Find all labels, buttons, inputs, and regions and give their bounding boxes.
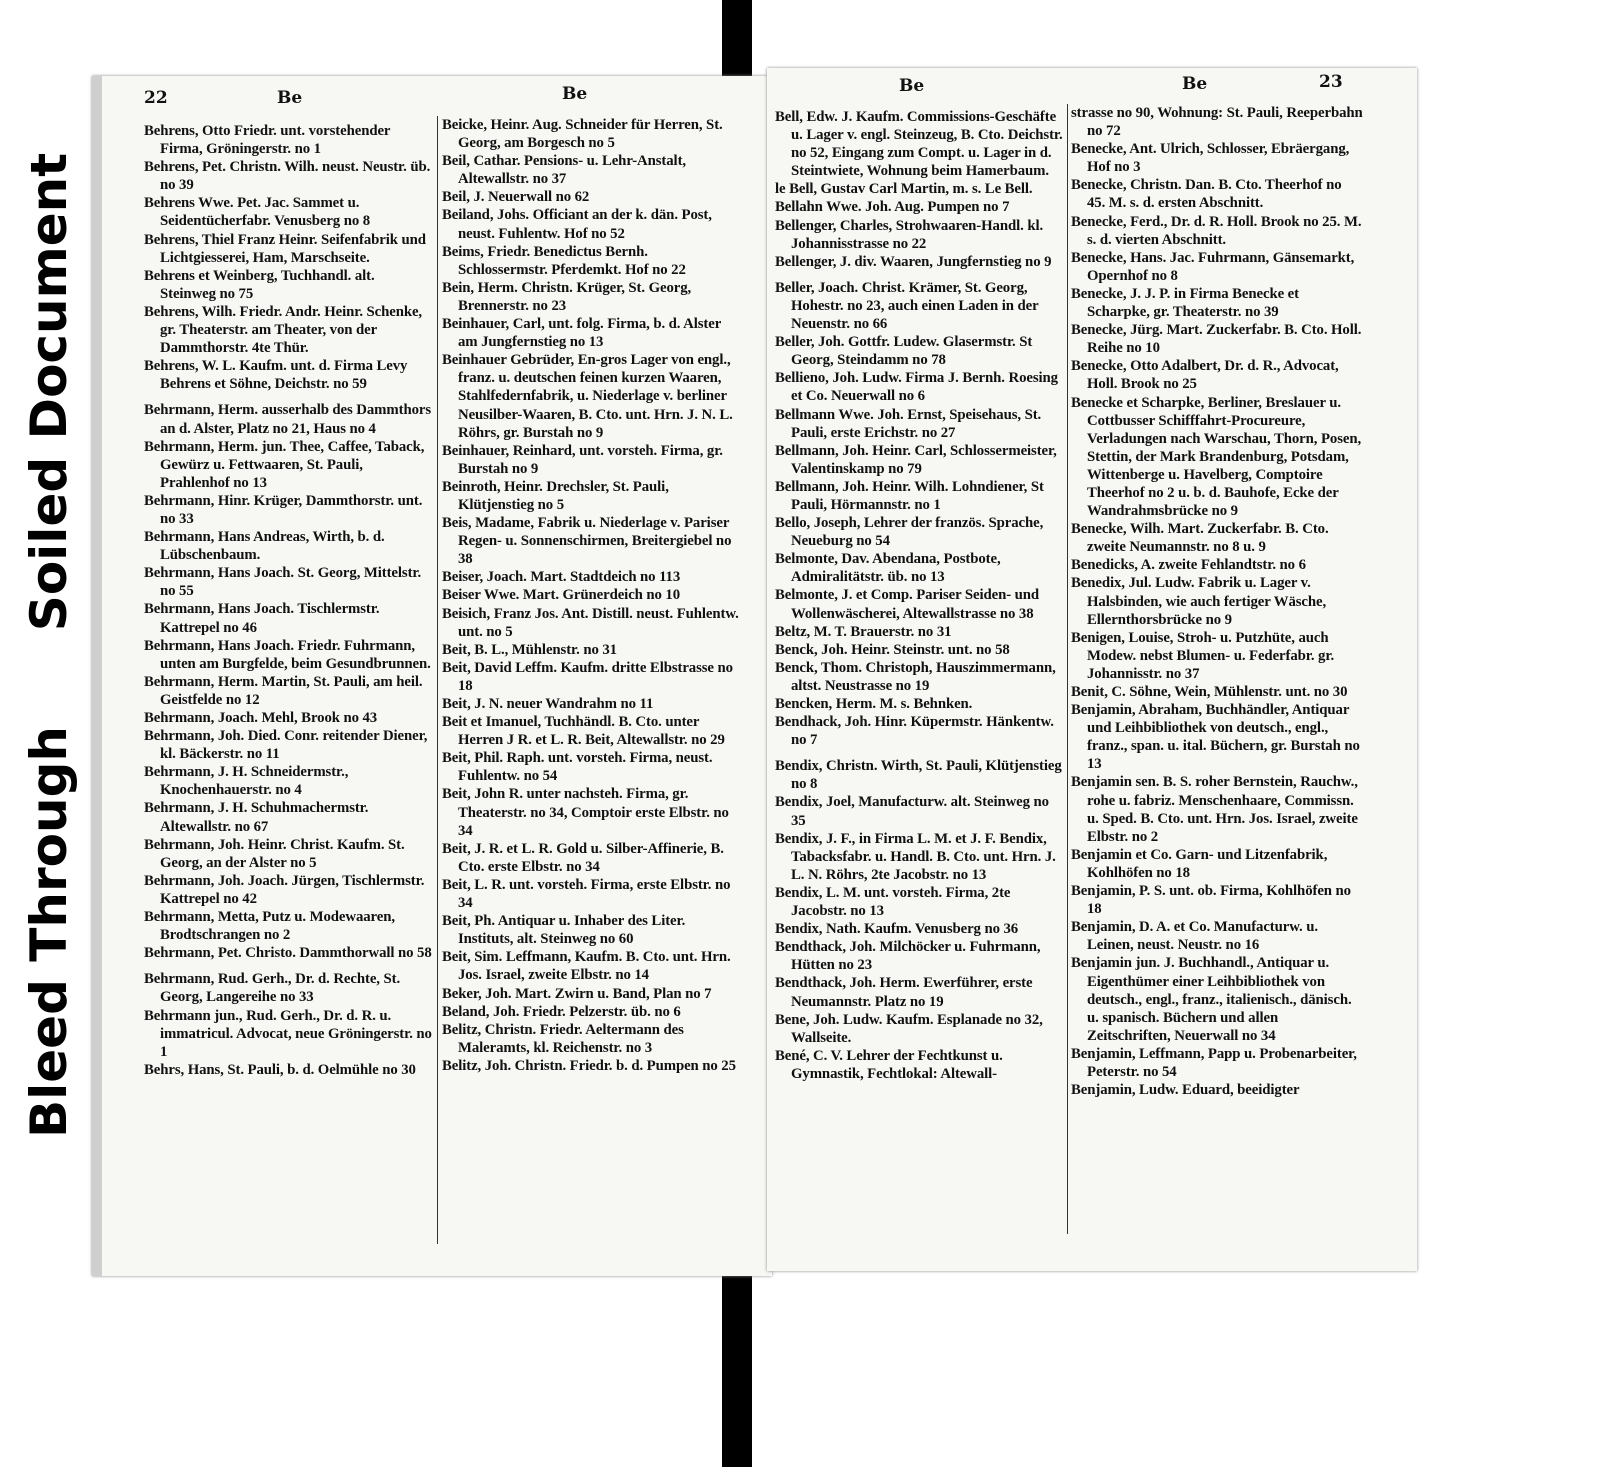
- right-page: [767, 68, 1417, 1271]
- directory-entry: Behrens, Otto Friedr. unt. vorstehender Firma, Gröningerstr. no 1: [144, 123, 391, 158]
- directory-entry: Benjamin sen. B. S. roher Bernstein, Rauchw., rohe u. fabriz. Menschenhaare, Commissn. u. Sped. B. Cto. unt. Hrn. Jos. Israel, zweite Elbstr. no 2: [1071, 774, 1358, 845]
- directory-entry: Benjamin, Ludw. Eduard, beeidigter: [1071, 1082, 1300, 1099]
- directory-entry: Benecke, Otto Adalbert, Dr. d. R., Advocat, Holl. Brook no 25: [1071, 358, 1339, 393]
- directory-entry: Behrens, Wilh. Friedr. Andr. Heinr. Schenke, gr. Theaterstr. am Theater, von der Dammthorstr. 4te Thür.: [144, 303, 423, 357]
- directory-entry: Beit, Ph. Antiquar u. Inhaber des Liter. Instituts, alt. Steinweg no 60: [442, 913, 686, 948]
- directory-entry: Benjamin et Co. Garn- und Litzenfabrik, Kohlhöfen no 18: [1071, 846, 1328, 881]
- directory-entry: Bendix, L. M. unt. vorsteh. Firma, 2te Jacobstr. no 13: [775, 884, 1011, 920]
- directory-entry: Bello, Joseph, Lehrer der französ. Sprache, Neueburg no 54: [775, 515, 1044, 550]
- directory-entry: Benecke, Hans. Jac. Fuhrmann, Gänsemarkt, Opernhof no 8: [1071, 249, 1355, 284]
- directory-entry: Benecke, Christn. Dan. B. Cto. Theerhof no 45. M. s. d. ersten Abschnitt.: [1071, 177, 1342, 212]
- directory-entry: le Bell, Gustav Carl Martin, m. s. Le Bell.: [775, 181, 1033, 198]
- directory-entry: Beis, Madame, Fabrik u. Niederlage v. Pariser Regen- u. Sonnenschirmen, Breitergiebel no 38: [442, 515, 732, 568]
- directory-entry: Behrens, Thiel Franz Heinr. Seifenfabrik und Lichtgiesserei, Ham, Marschseite.: [144, 231, 426, 266]
- directory-entry: Beit et Imanuel, Tuchhändl. B. Cto. unter Herren J R. et L. R. Beit, Altewallstr. no 29: [442, 714, 725, 749]
- directory-entry: Bendthack, Joh. Herm. Ewerführer, erste Neumannstr. Platz no 19: [775, 975, 1033, 1010]
- directory-entry: Beil, J. Neuerwall no 62: [442, 189, 590, 206]
- directory-entry: Bené, C. V. Lehrer der Fechtkunst u. Gymnastik, Fechtlokal: Altewall-: [775, 1047, 1003, 1082]
- directory-entry: Benit, C. Söhne, Wein, Mühlenstr. unt. no 30: [1071, 684, 1348, 700]
- left-page: [92, 76, 772, 1276]
- directory-entry: Bellenger, Charles, Strohwaaren-Handl. kl. Johannisstrasse no 22: [775, 217, 1044, 252]
- directory-entry: Bencken, Herm. M. s. Behnken.: [775, 696, 973, 712]
- left-page-header-right: Be: [562, 84, 588, 104]
- directory-entry: Beiland, Johs. Officiant an der k. dän. Post, neust. Fuhlentw. Hof no 52: [442, 207, 712, 242]
- directory-entry: Behrmann, Joh. Joach. Jürgen, Tischlermstr. Kattrepel no 42: [144, 872, 425, 907]
- directory-entry: Belmonte, J. et Comp. Pariser Seiden- und Wollenwäscherei, Altewallstrasse no 38: [775, 587, 1040, 622]
- directory-entry: Bell, Edw. J. Kaufm. Commissions-Geschäfte u. Lager v. engl. Steinzeug, B. Cto. Deichstr. no 52, Eingang zum Compt. u. Lager in d. Steintwiete, Wohnung beim Hamerbaum.: [775, 109, 1063, 180]
- directory-entry: Behrmann, J. H. Schuhmachermstr. Altewallstr. no 67: [144, 800, 369, 835]
- directory-entry: Benjamin jun. J. Buchhandl., Antiquar u. Eigenthümer einer Leihbibliothek von deutsch., engl., franz., italienisch., dänisch. u. spanisch. Büchern und allen Zeitschriften, Neuerwall no 34: [1071, 955, 1352, 1044]
- directory-entry: Behrmann, Herm. Martin, St. Pauli, am heil. Geistfelde no 12: [144, 673, 423, 708]
- directory-entry: Beit, David Leffm. Kaufm. dritte Elbstrasse no 18: [442, 659, 733, 694]
- directory-entry: Bendthack, Joh. Milchöcker u. Fuhrmann, Hütten no 23: [775, 939, 1041, 974]
- directory-entry: strasse no 90, Wohnung: St. Pauli, Reeperbahn no 72: [1071, 105, 1363, 140]
- directory-entry: Behrmann, Pet. Christo. Dammthorwall no 58: [144, 945, 432, 962]
- directory-entry: Behrmann, Hans Joach. Tischlermstr. Kattrepel no 46: [144, 601, 380, 636]
- directory-entry: Benedix, Jul. Ludw. Fabrik u. Lager v. Halsbinden, wie auch fertiger Wäsche, Ellernthorsbrücke no 9: [1071, 575, 1327, 628]
- directory-entry: Belmonte, Dav. Abendana, Postbote, Admiralitätstr. üb. no 13: [775, 551, 1001, 586]
- directory-entry: Behrmann, Rud. Gerh., Dr. d. Rechte, St. Georg, Langereihe no 33: [144, 971, 401, 1006]
- directory-entry: Beisich, Franz Jos. Ant. Distill. neust. Fuhlentw. unt. no 5: [442, 605, 739, 640]
- directory-entry: Bellieno, Joh. Ludw. Firma J. Bernh. Roesing et Co. Neuerwall no 6: [775, 370, 1058, 405]
- directory-entry: Beit, Sim. Leffmann, Kaufm. B. Cto. unt. Hrn. Jos. Israel, zweite Elbstr. no 14: [442, 949, 731, 984]
- directory-entry: Benecke, Ant. Ulrich, Schlosser, Ebräergang, Hof no 3: [1071, 141, 1350, 176]
- directory-entry: Beinhauer, Reinhard, unt. vorsteh. Firma, gr. Burstah no 9: [442, 442, 723, 477]
- directory-entry: Beinhauer Gebrüder, En-gros Lager von engl., franz. u. deutschen feinen kurzen Waaren, Stahlfedernfabrik, u. Niederlage v. berliner Neusilber-Waaren, B. Cto. unt. Hrn. J. N. L. Röhrs, gr. Burstah no 9: [442, 352, 733, 441]
- right-page-number: 23: [1319, 72, 1343, 92]
- directory-entry: Benjamin, Abraham, Buchhändler, Antiquar und Leihbibliothek von deutsch., engl., franz., span. u. ital. Büchern, gr. Burstah no 13: [1071, 702, 1360, 773]
- rotated-side-label: [8, 140, 78, 1140]
- directory-entry: Beltz, M. T. Brauerstr. no 31: [775, 623, 952, 640]
- directory-entry: Bellmann Wwe. Joh. Ernst, Speisehaus, St. Pauli, erste Erichstr. no 27: [775, 406, 1042, 441]
- directory-entry: Benecke, Ferd., Dr. d. R. Holl. Brook no 25. M. s. d. vierten Abschnitt.: [1071, 213, 1362, 248]
- directory-entry: Behrmann, Hinr. Krüger, Dammthorstr. unt. no 33: [144, 492, 423, 527]
- directory-entry: Beit, Phil. Raph. unt. vorsteh. Firma, neust. Fuhlentw. no 54: [442, 750, 713, 785]
- left-page-column-1: [144, 122, 434, 1079]
- directory-entry: Behrmann, Metta, Putz u. Modewaaren, Brodtschrangen no 2: [144, 909, 395, 944]
- side-label-line1: Bleed Through: [20, 726, 78, 1138]
- directory-entry: Benecke, Wilh. Mart. Zuckerfabr. B. Cto. zweite Neumannstr. no 8 u. 9: [1071, 521, 1329, 556]
- directory-entry: Beit, J. R. et L. R. Gold u. Silber-Affinerie, B. Cto. erste Elbstr. no 34: [442, 840, 724, 875]
- directory-entry: Bendix, J. F., in Firma L. M. et J. F. Bendix, Tabacksfabr. u. Handl. B. Cto. unt. Hrn. J. L. N. Röhrs, 2te Jacobstr. no 13: [775, 830, 1056, 883]
- directory-entry: Behrens, W. L. Kaufm. unt. d. Firma Levy Behrens et Söhne, Deichstr. no 59: [144, 358, 408, 393]
- directory-entry: Benjamin, P. S. unt. ob. Firma, Kohlhöfen no 18: [1071, 883, 1351, 918]
- directory-entry: Beinroth, Heinr. Drechsler, St. Pauli, Klütjenstieg no 5: [442, 478, 669, 513]
- left-page-column-2: [442, 116, 740, 1075]
- directory-entry: Benedicks, A. zweite Fehlandtstr. no 6: [1071, 557, 1306, 574]
- directory-entry: Benck, Joh. Heinr. Steinstr. unt. no 58: [775, 641, 1010, 658]
- side-label-line2: Soiled Document: [20, 152, 78, 632]
- directory-entry: Belitz, Joh. Christn. Friedr. b. d. Pumpen no 25: [442, 1057, 736, 1074]
- directory-entry: Bendix, Nath. Kaufm. Venusberg no 36: [775, 921, 1019, 938]
- directory-entry: Benck, Thom. Christoph, Hauszimmermann, altst. Neustrasse no 19: [775, 659, 1056, 694]
- directory-entry: Belitz, Christn. Friedr. Aeltermann des Maleramts, kl. Reichenstr. no 3: [442, 1021, 684, 1056]
- directory-entry: Beims, Friedr. Benedictus Bernh. Schlossermstr. Pferdemkt. Hof no 22: [442, 243, 686, 278]
- right-column-rule: [1067, 104, 1068, 1234]
- directory-entry: Beller, Joach. Christ. Krämer, St. Georg, Hohestr. no 23, auch einen Laden in der Neuenstr. no 66: [775, 279, 1039, 333]
- left-page-number: 22: [144, 88, 168, 108]
- side-label-text: [10, 138, 78, 1138]
- directory-entry: Benecke, J. J. P. in Firma Benecke et Scharpke, gr. Theaterstr. no 39: [1071, 285, 1299, 321]
- directory-entry: Behrs, Hans, St. Pauli, b. d. Oelmühle no 30: [144, 1061, 416, 1078]
- directory-entry: Behrmann, Hans Joach. Friedr. Fuhrmann, unten am Burgfelde, beim Gesundbrunnen.: [144, 637, 431, 672]
- directory-entry: Benecke, Jürg. Mart. Zuckerfabr. B. Cto. Holl. Reihe no 10: [1071, 322, 1362, 357]
- directory-entry: Beil, Cathar. Pensions- u. Lehr-Anstalt, Altewallstr. no 37: [442, 153, 686, 188]
- directory-entry: Behrens, Pet. Christn. Wilh. neust. Neustr. üb. no 39: [144, 159, 431, 194]
- directory-entry: Behrmann, Hans Andreas, Wirth, b. d. Lübschenbaum.: [144, 529, 385, 564]
- right-page-column-2: [1071, 104, 1363, 1099]
- directory-entry: Beit, B. L., Mühlenstr. no 31: [442, 641, 617, 658]
- directory-entry: Beit, John R. unter nachsteh. Firma, gr. Theaterstr. no 34, Comptoir erste Elbstr. no 34: [442, 786, 729, 839]
- directory-entry: Behrmann, Joh. Heinr. Christ. Kaufm. St. Georg, an der Alster no 5: [144, 836, 405, 871]
- entry-gap: [144, 393, 434, 401]
- directory-entry: Beller, Joh. Gottfr. Ludew. Glasermstr. St Georg, Steindamm no 78: [775, 334, 1033, 369]
- directory-entry: Benjamin, D. A. et Co. Manufacturw. u. Leinen, neust. Neustr. no 16: [1071, 919, 1318, 954]
- directory-entry: Beiser, Joach. Mart. Stadtdeich no 113: [442, 569, 681, 586]
- entry-gap: [144, 962, 434, 970]
- directory-entry: Beiser Wwe. Mart. Grünerdeich no 10: [442, 587, 681, 604]
- left-column-rule: [437, 116, 438, 1244]
- right-page-header-right: Be: [1182, 74, 1208, 94]
- directory-entry: Behrmann, Hans Joach. St. Georg, Mittelstr. no 55: [144, 565, 422, 600]
- directory-entry: Behrmann, Herm. jun. Thee, Caffee, Taback, Gewürz u. Fettwaaren, St. Pauli, Prahlenhof no 13: [144, 438, 425, 491]
- directory-entry: Behrmann, J. H. Schneidermstr., Knochenhauerstr. no 4: [144, 764, 349, 799]
- directory-entry: Bendix, Christn. Wirth, St. Pauli, Klütjenstieg no 8: [775, 758, 1062, 793]
- right-page-column-1: [775, 108, 1067, 1083]
- directory-entry: Behrens et Weinberg, Tuchhandl. alt. Steinweg no 75: [144, 267, 375, 302]
- entry-gap: [775, 271, 1067, 279]
- directory-entry: Beker, Joh. Mart. Zwirn u. Band, Plan no 7: [442, 985, 712, 1002]
- directory-entry: Benigen, Louise, Stroh- u. Putzhüte, auch Modew. nebst Blumen- u. Federfabr. gr. Johannisstr. no 37: [1071, 629, 1335, 682]
- right-page-header-left: Be: [899, 76, 925, 96]
- directory-entry: Bellahn Wwe. Joh. Aug. Pumpen no 7: [775, 199, 1010, 216]
- directory-entry: Behrmann, Joh. Died. Conr. reitender Diener, kl. Bäckerstr. no 11: [144, 728, 428, 763]
- directory-entry: Bellmann, Joh. Heinr. Wilh. Lohndiener, St Pauli, Hörmannstr. no 1: [775, 478, 1044, 513]
- directory-entry: Behrens Wwe. Pet. Jac. Sammet u. Seidentücherfabr. Venusberg no 8: [144, 195, 371, 230]
- directory-entry: Beicke, Heinr. Aug. Schneider für Herren, St. Georg, am Borgesch no 5: [442, 117, 723, 152]
- directory-entry: Beinhauer, Carl, unt. folg. Firma, b. d. Alster am Jungfernstieg no 13: [442, 316, 721, 351]
- entry-gap: [775, 749, 1067, 757]
- directory-entry: Bellenger, J. div. Waaren, Jungfernstieg no 9: [775, 253, 1052, 270]
- directory-entry: Beit, L. R. unt. vorsteh. Firma, erste Elbstr. no 34: [442, 876, 731, 912]
- directory-entry: Bendix, Joel, Manufacturw. alt. Steinweg no 35: [775, 794, 1049, 829]
- directory-entry: Behrmann, Joach. Mehl, Brook no 43: [144, 710, 378, 726]
- directory-entry: Benjamin, Leffmann, Papp u. Probenarbeiter, Peterstr. no 54: [1071, 1045, 1357, 1080]
- directory-entry: Bene, Joh. Ludw. Kaufm. Esplanade no 32, Wallseite.: [775, 1011, 1043, 1046]
- directory-entry: Beit, J. N. neuer Wandrahm no 11: [442, 696, 654, 712]
- directory-entry: Bein, Herm. Christn. Krüger, St. Georg, Brennerstr. no 23: [442, 279, 692, 314]
- directory-entry: Benecke et Scharpke, Berliner, Breslauer u. Cottbusser Schifffahrt-Procureure, Verladungen nach Warschau, Thorn, Posen, Stettin, der Mark Brandenburg, Potsdam, Wittenberge u. Havelberg, Comptoire Theerhof no 2 u. b. d. Bauhofe, Ecke der Wandrahmsbrücke no 9: [1071, 394, 1362, 520]
- directory-entry: Bellmann, Joh. Heinr. Carl, Schlossermeister, Valentinskamp no 79: [775, 442, 1057, 477]
- directory-entry: Behrmann, Herm. ausserhalb des Dammthors an d. Alster, Platz no 21, Haus no 4: [144, 402, 432, 437]
- directory-entry: Bendhack, Joh. Hinr. Küpermstr. Hänkentw. no 7: [775, 714, 1054, 749]
- left-page-header-left: Be: [277, 88, 303, 108]
- directory-entry: Behrmann jun., Rud. Gerh., Dr. d. R. u. immatricul. Advocat, neue Gröningerstr. no 1: [144, 1007, 432, 1060]
- directory-entry: Beland, Joh. Friedr. Pelzerstr. üb. no 6: [442, 1003, 681, 1020]
